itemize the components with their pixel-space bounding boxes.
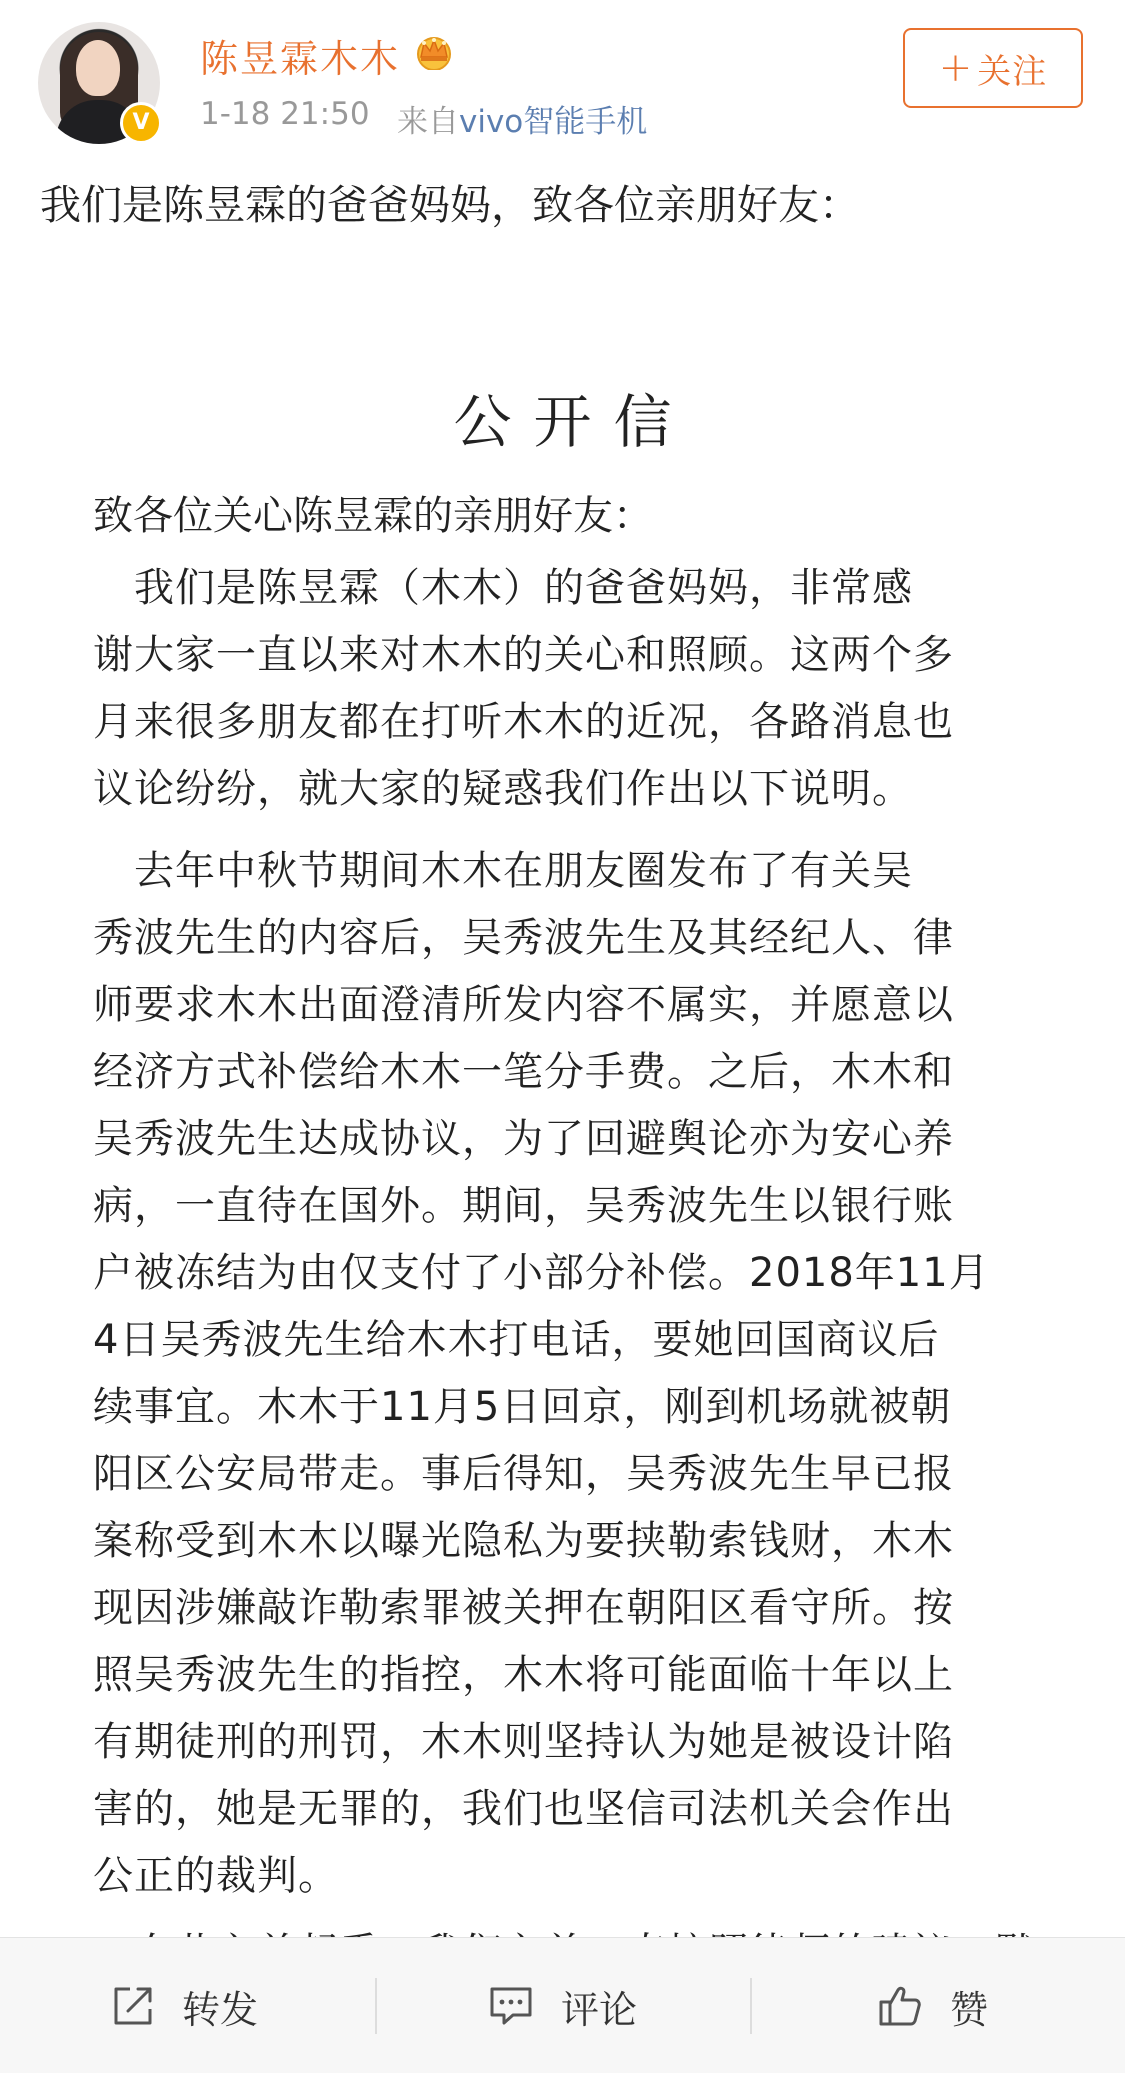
- repost-button[interactable]: [110, 1938, 258, 2074]
- crown-icon: [412, 30, 456, 70]
- like-button[interactable]: [876, 1938, 988, 2074]
- verified-badge-icon: V: [120, 102, 162, 144]
- divider: [750, 1978, 752, 2034]
- plus-icon: +: [938, 45, 974, 91]
- letter-line: 病，一直待在国外。期间，吴秀波先生以银行账: [93, 1183, 954, 1229]
- letter-line: 阳区公安局带走。事后得知，吴秀波先生早已报: [93, 1451, 954, 1497]
- letter-paragraph-2: [93, 838, 1033, 1910]
- username[interactable]: 陈昱霖木木: [200, 37, 401, 81]
- post-source: [397, 96, 647, 141]
- source-prefix: 来自: [397, 104, 459, 140]
- comment-label: 评论: [561, 1987, 638, 2032]
- letter-paragraph-1: [93, 555, 1033, 823]
- letter-line: 公正的裁判。: [93, 1853, 339, 1899]
- letter-line: 谢大家一直以来对木木的关心和照顾。这两个多: [93, 632, 954, 678]
- letter-line: 户被冻结为由仅支付了小部分补偿。2018年11月: [93, 1250, 990, 1296]
- post-header: [0, 0, 1125, 150]
- letter-line: 害的，她是无罪的，我们也坚信司法机关会作出: [93, 1786, 954, 1832]
- post-timestamp: 1-18 21:50: [200, 96, 370, 132]
- letter-line: 月来很多朋友都在打听木木的近况，各路消息也: [93, 699, 954, 745]
- letter-line: 我们是陈昱霖（木木）的爸爸妈妈，非常感: [93, 565, 913, 611]
- source-device-link[interactable]: vivo智能手机: [459, 104, 648, 140]
- share-icon: [110, 1983, 156, 2029]
- letter-line: 4日吴秀波先生给木木打电话，要她回国商议后: [93, 1317, 940, 1363]
- like-label: 赞: [950, 1987, 989, 2032]
- comment-button[interactable]: [487, 1938, 637, 2074]
- letter-line: 照吴秀波先生的指控，木木将可能面临十年以上: [93, 1652, 954, 1698]
- letter-line: 秀波先生的内容后，吴秀波先生及其经纪人、律: [93, 915, 954, 961]
- divider: [375, 1978, 377, 2034]
- letter-title: 公开信: [453, 388, 694, 456]
- repost-label: 转发: [182, 1987, 259, 2032]
- letter-line: 有期徒刑的刑罚，木木则坚持认为她是被设计陷: [93, 1719, 954, 1765]
- thumbs-up-icon: [876, 1982, 924, 2030]
- letter-line: 案称受到木木以曝光隐私为要挟勒索钱财，木木: [93, 1518, 954, 1564]
- letter-salutation: 致各位关心陈昱霖的亲朋好友：: [93, 493, 653, 539]
- follow-label: 关注: [977, 51, 1048, 92]
- letter-line: 经济方式补偿给木木一笔分手费。之后，木木和: [93, 1049, 954, 1095]
- letter-line: 现因涉嫌敲诈勒索罪被关押在朝阳区看守所。按: [93, 1585, 954, 1631]
- letter-line: 师要求木木出面澄清所发内容不属实，并愿意以: [93, 982, 954, 1028]
- action-bar: [0, 1937, 1125, 2073]
- comment-icon: [487, 1983, 535, 2029]
- avatar-face: [76, 40, 120, 96]
- post-text: 我们是陈昱霖的爸爸妈妈，致各位亲朋好友：: [40, 181, 860, 229]
- letter-line: 去年中秋节期间木木在朋友圈发布了有关吴: [93, 848, 913, 894]
- letter-line: 续事宜。木木于11月5日回京，刚到机场就被朝: [93, 1384, 952, 1430]
- follow-button[interactable]: [903, 28, 1083, 108]
- letter-line: 吴秀波先生达成协议，为了回避舆论亦为安心养: [93, 1116, 954, 1162]
- letter-line: 议论纷纷，就大家的疑惑我们作出以下说明。: [93, 766, 913, 812]
